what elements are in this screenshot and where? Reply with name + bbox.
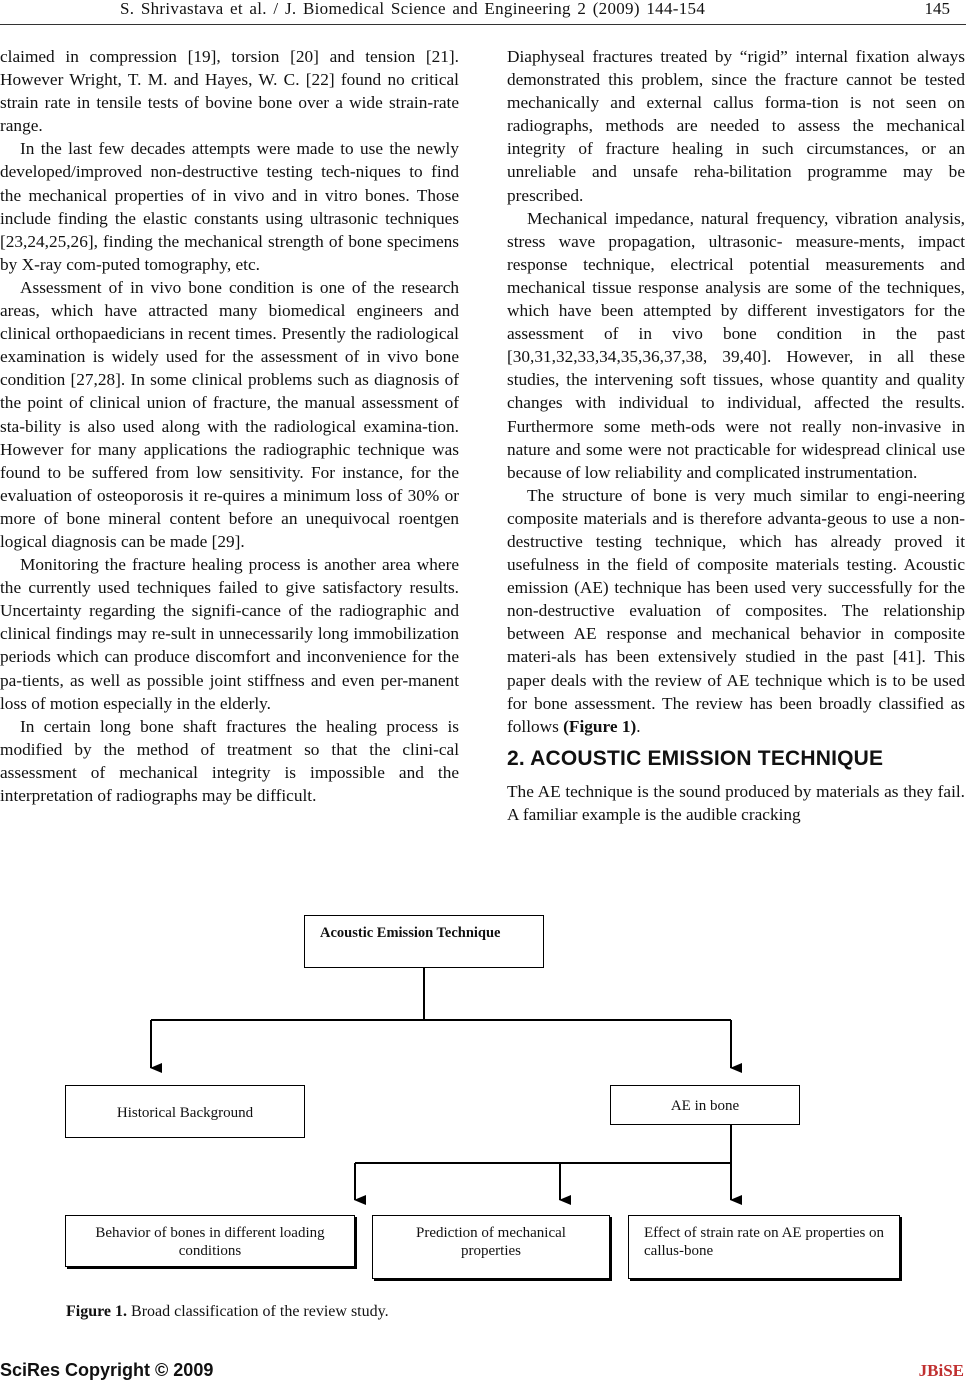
section-heading: 2. ACOUSTIC EMISSION TECHNIQUE [507, 746, 884, 770]
journal-logo: JBiSE [918, 1361, 964, 1380]
ae-in-bone-node: AE in bone [610, 1085, 800, 1125]
leaf-node-loading-conditions: Behavior of bones in different loading conditions [65, 1215, 355, 1267]
root-node: Acoustic Emission Technique [304, 915, 544, 968]
paragraph: In certain long bone shaft fractures the healing process is modified by the method of treatment so that the clini-cal assessment of mechanical integrity is impossible and the interpretation of radiographs may be difficult. [0, 716, 459, 805]
running-header [0, 0, 966, 26]
figure-1 [0, 900, 966, 1320]
leaf-node-mechanical-properties: Prediction of mechanical properties [372, 1215, 610, 1279]
caption-text: Broad classification of the review study. [127, 1303, 389, 1320]
historical-background-node: Historical Background [65, 1085, 305, 1138]
paragraph: Assessment of in vivo bone condition is one of the research areas, which have attracted many biomedical engineers and clinical orthopaedicians in recent times. Presently the radiological examination is widely used for the assessment of in vivo bone condition [27,28]. In some clinical problems such as diagnosis of the point of clinical union of fracture, the manual assessment of sta-bility is also used along with the radiological examina-tion. However for many applications the radiographic technique was found to be suffered from low sensitivity. For instance, for the evaluation of osteoporosis it re-quires a minimum loss of 30% or more of bone mineral content before an unequivocal roentgen logical diagnosis can be made [29]. [0, 277, 459, 551]
paragraph: In the last few decades attempts were made to use the newly developed/improved non-destructive testing tech-niques to find the mechanical properties of in vivo and in vitro bones. Those include finding the elastic constants using ultrasonic techniques [23,24,25,26], finding the mechanical strength of bone specimens by X-ray com-puted tomography, etc. [0, 139, 459, 274]
figure-reference[interactable]: (Figure 1) [563, 716, 637, 736]
paragraph: The AE technique is the sound produced by materials as they fail. A familiar example is the audible cracking [507, 781, 965, 824]
paragraph: Monitoring the fracture healing process is another area where the currently used techniques failed to give satisfactory results. Uncertainty regarding the signifi-cance of the radiographic and clinical findings may re-sult in unnecessarily long immobilization periods which can produce discomfort and inconvenience for the pa-tients, as well as possible joint stiffness and even per-manent loss of motion especially in the elderly. [0, 555, 459, 713]
figure-caption [66, 1303, 389, 1321]
left-column [0, 45, 459, 807]
paragraph: claimed in compression [19], torsion [20] and tension [21]. However Wright, T. M. and Hayes, W. C. [22] found no critical strain rate in tensile tests of bovine bone over a wide strain-rate range. [0, 47, 459, 136]
page-number: 145 [924, 0, 950, 18]
running-head: S. Shrivastava et al. / J. Biomedical Science and Engineering 2 (2009) 144-154 [120, 0, 706, 18]
paragraph [507, 484, 965, 738]
paragraph-end: . [636, 716, 641, 736]
footer [0, 1360, 966, 1385]
copyright: SciRes Copyright © 2009 [0, 1360, 214, 1380]
caption-label: Figure 1. [66, 1303, 128, 1320]
leaf-node-strain-rate: Effect of strain rate on AE properties on callus-bone [628, 1215, 900, 1279]
right-column [507, 45, 965, 826]
header-rule [0, 24, 966, 25]
paragraph-text: The structure of bone is very much similar to engi-neering composite materials and is therefore advanta-geous to use a non-destructive testing technique, which has already proved it usefulness in the field of composite materials testing. Acoustic emission (AE) technique has been used very successfully for the non-destructive evaluation of composites. The relationship between AE response and mechanical behavior in composite materi-als has been extensively studied in the past [41]. This paper deals with the review of AE technique which is to be used for bone assessment. The review has been broadly classified as follows [507, 485, 965, 736]
paragraph: Mechanical impedance, natural frequency, vibration analysis, stress wave propagation, ultrasonic- measure-ments, impact response technique, electrical potential measurements and mechanical tissue response analysis are some of the techniques, which have been attempted by different investigators for the assessment of in vivo bone condition in the past [30,31,32,33,34,35,36,37,38, 39,40]. However, in all these studies, the intervening soft tissues, whose quantity and quality changes with individual to individual, affected the results. Furthermore some meth-ods were not really non-invasive in nature and some were not practicable for widespread clinical use because of low reliability and complicated instrumentation. [507, 208, 965, 482]
paragraph: Diaphyseal fractures treated by “rigid” internal fixation always demonstrated this problem, since the fracture cannot be tested mechanically and external callus forma-tion is not seen on radiographs, methods are needed to assess the mechanical integrity of fracture healing in such circumstances, or an unreliable and unsafe reha-bilitation programme may be prescribed. [507, 47, 965, 205]
